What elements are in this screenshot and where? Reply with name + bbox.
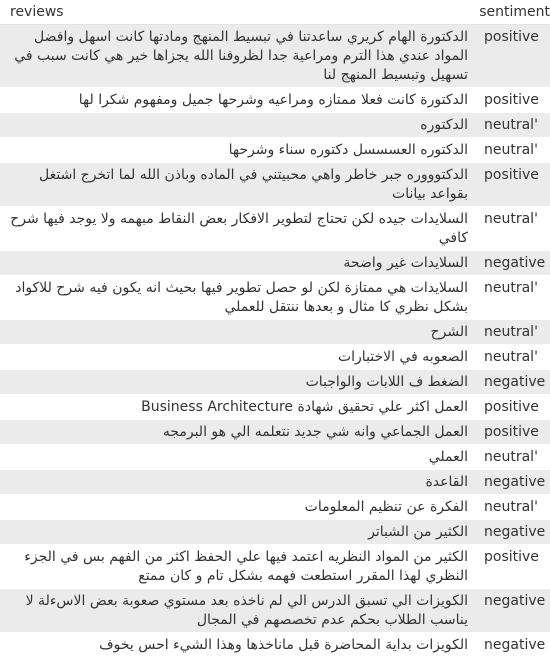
review-cell[interactable]: الدكتوره <box>420 117 468 133</box>
column-header-sentiment[interactable]: sentiment <box>479 4 550 20</box>
review-cell[interactable]: السلايدات جيده لكن تحتاج لتطوير الافكار بعض النقاط مبهمه ولا يوجد فيها شرح كافي <box>10 211 468 246</box>
review-cell[interactable]: الفكرة عن تنظيم المعلومات <box>304 499 468 515</box>
sentiment-cell[interactable]: positive <box>484 92 539 108</box>
table-row[interactable] <box>0 495 550 520</box>
sentiment-cell[interactable]: neutral' <box>484 449 538 465</box>
review-cell[interactable]: العملي <box>428 449 468 465</box>
table-row[interactable] <box>0 633 550 658</box>
sentiment-cell[interactable]: neutral' <box>484 117 538 133</box>
sentiment-cell[interactable]: negative <box>484 593 546 609</box>
sentiment-cell[interactable]: negative <box>484 255 546 271</box>
review-cell[interactable]: الدكتوووره جبر خاطر واهي محبيتني في الماده وباذن الله لما اتخرج اشتغل بقواعد بيانات <box>39 167 468 202</box>
sentiment-cell[interactable]: neutral' <box>484 142 538 158</box>
table-row[interactable] <box>0 113 550 138</box>
sentiment-cell[interactable]: negative <box>484 524 546 540</box>
review-cell[interactable]: السلايدات غير واضحة <box>343 255 468 271</box>
table-row[interactable] <box>0 88 550 113</box>
review-cell[interactable]: الصعوبه في الاختبارات <box>337 349 468 365</box>
sentiment-cell[interactable]: negative <box>484 474 546 490</box>
table-row[interactable] <box>0 395 550 420</box>
review-cell[interactable]: العمل الجماعي وانه شي جديد نتعلمه الي هو البرمجه <box>162 424 468 440</box>
review-cell[interactable]: الكويزات الي تسبق الدرس الي لم ناخذه بعد مستوي صعوبة بعض الاسءلة لا يناسب الطلاب بحكم عدم تخصصهم في المجال <box>25 593 468 628</box>
sentiment-cell[interactable]: neutral' <box>484 499 538 515</box>
sentiment-cell[interactable]: positive <box>484 29 539 45</box>
grid-body <box>0 25 550 658</box>
sentiment-cell[interactable]: positive <box>484 549 539 565</box>
review-cell[interactable]: السلايدات هي ممتازة لكن لو حصل تطوير فيها بحيث انه يكون فيه شرح للاكواد بشكل نظري كا مثال و بعدها ننتقل للعملي <box>15 280 468 315</box>
sentiment-cell[interactable]: negative <box>484 374 546 390</box>
table-row[interactable] <box>0 420 550 445</box>
table-row[interactable] <box>0 276 550 320</box>
review-cell[interactable]: الكويزات بداية المحاضرة قبل ماناخذها وهذا الشيء احس يخوف <box>99 637 468 653</box>
sentiment-cell[interactable]: neutral' <box>484 349 538 365</box>
table-row[interactable] <box>0 345 550 370</box>
table-row[interactable] <box>0 370 550 395</box>
review-cell[interactable]: القاعدة <box>425 474 468 490</box>
table-row[interactable] <box>0 589 550 633</box>
table-row[interactable] <box>0 520 550 545</box>
table-row[interactable] <box>0 138 550 163</box>
sentiment-cell[interactable]: neutral' <box>484 211 538 227</box>
review-cell[interactable]: العمل اكثر علي تحقيق شهادة Business Architecture <box>141 399 468 415</box>
sentiment-cell[interactable]: positive <box>484 167 539 183</box>
review-cell[interactable]: الدكتورة كانت فعلا ممتازه ومراعيه وشرحها جميل ومفهوم شكرا لها <box>78 92 468 108</box>
table-row[interactable] <box>0 470 550 495</box>
table-row[interactable] <box>0 545 550 589</box>
grid-header <box>0 0 550 25</box>
review-cell[interactable]: الدكتوره العسسسل دكتوره سناء وشرحها <box>228 142 468 158</box>
table-row[interactable] <box>0 163 550 207</box>
review-cell[interactable]: الدكتورة الهام كريري ساعدتنا في تبسيط المنهج ومادتها كانت اسهل وافضل المواد عندي هذا الترم ومراعية جدا لظروفنا الله يجزاها خير هي كانت سبب في تسهيل وتبسيط المنهج لنا <box>14 29 468 83</box>
review-cell[interactable]: الشرح <box>430 324 468 340</box>
sentiment-cell[interactable]: positive <box>484 399 539 415</box>
table-row[interactable] <box>0 445 550 470</box>
sentiment-cell[interactable]: negative <box>484 637 546 653</box>
table-row[interactable] <box>0 207 550 251</box>
sentiment-cell[interactable]: positive <box>484 424 539 440</box>
review-cell[interactable]: الكثير من المواد النظريه اعتمد فيها علي الحفظ اكثر من الفهم بس في الجزء النظري لهذا المقرر استطعت فهمه بشكل تام و كان ممتع <box>24 549 468 584</box>
table-row[interactable] <box>0 320 550 345</box>
table-row[interactable] <box>0 25 550 88</box>
review-cell[interactable]: الكثير من الشباتر <box>368 524 468 540</box>
review-cell[interactable]: الضغط ف اللابات والواجبات <box>305 374 468 390</box>
column-header-reviews[interactable]: reviews <box>10 4 64 20</box>
table-row[interactable] <box>0 251 550 276</box>
sentiment-cell[interactable]: neutral' <box>484 324 538 340</box>
sentiment-cell[interactable]: neutral' <box>484 280 538 296</box>
